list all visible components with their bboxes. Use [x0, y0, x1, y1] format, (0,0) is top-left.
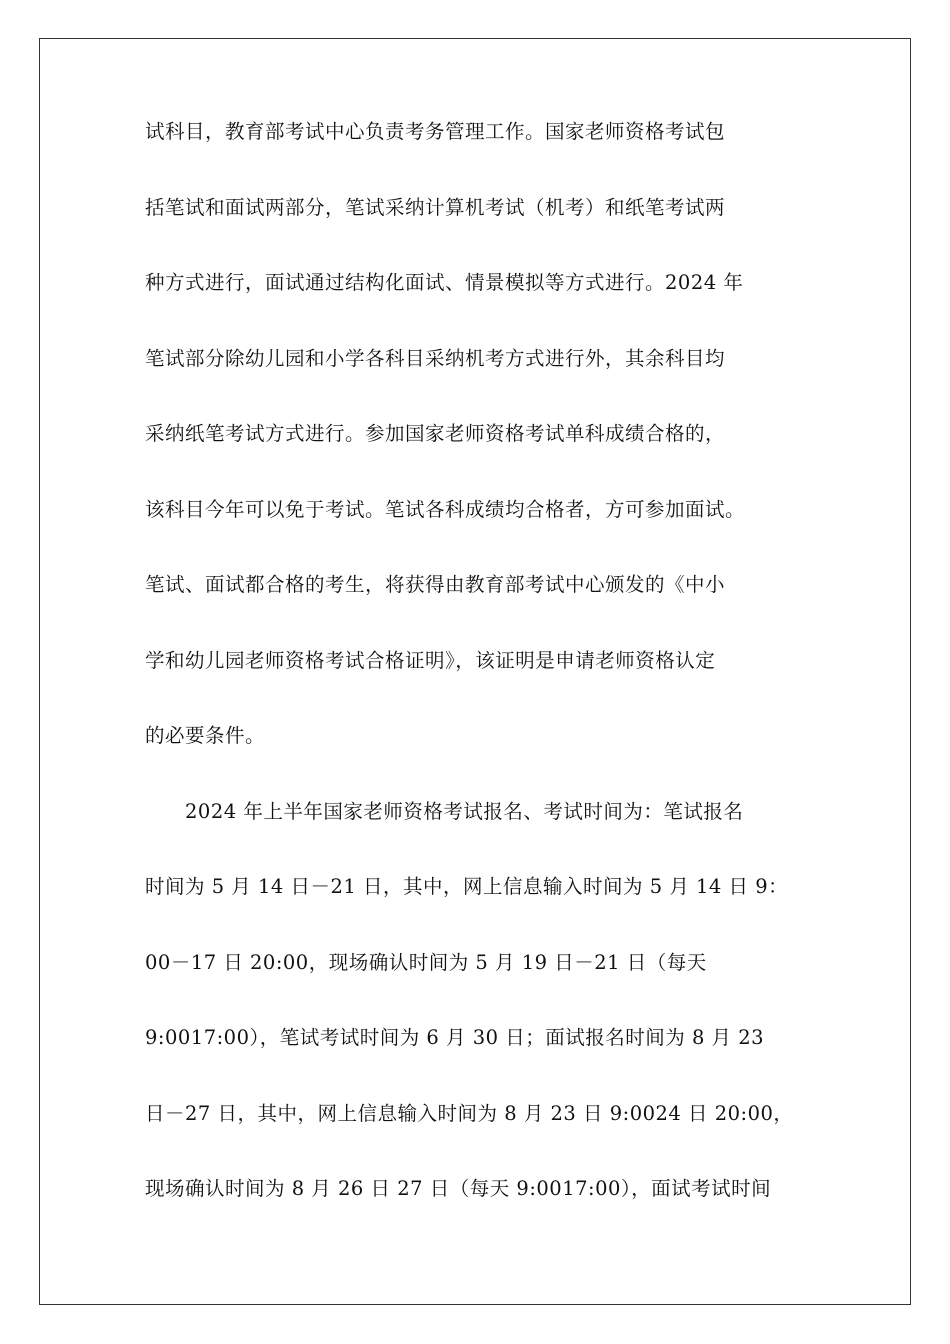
text-line: 日－27 日，其中，网上信息输入时间为 8 月 23 日 9:0024 日 20:00，	[145, 1101, 794, 1125]
text-line: 种方式进行，面试通过结构化面试、情景模拟等方式进行。2024 年	[145, 271, 744, 294]
text-line: 时间为 5 月 14 日－21 日，其中，网上信息输入时间为 5 月 14 日 9：	[145, 875, 789, 898]
text-line: 试科目，教育部考试中心负责考务管理工作。国家老师资格考试包	[145, 120, 726, 143]
paragraph-exam-overview	[145, 113, 810, 793]
text-line: 采纳纸笔考试方式进行。参加国家老师资格考试单科成绩合格的，	[145, 422, 726, 445]
text-line: 现场确认时间为 8 月 26 日 27 日（每天 9:0017:00），面试考试时间	[145, 1177, 772, 1200]
text-line: 括笔试和面试两部分，笔试采纳计算机考试（机考）和纸笔考试两	[145, 195, 726, 219]
text-line: 学和幼儿园老师资格考试合格证明》，该证明是申请老师资格认定	[145, 648, 716, 672]
text-line: 9:0017:00），笔试考试时间为 6 月 30 日；面试报名时间为 8 月 23	[145, 1026, 765, 1049]
text-line: 该科目今年可以免于考试。笔试各科成绩均合格者，方可参加面试。	[145, 497, 746, 521]
document-body	[145, 113, 810, 1246]
paragraph-exam-schedule	[145, 793, 810, 1246]
text-line: 00－17 日 20:00，现场确认时间为 5 月 19 日－21 日（每天	[145, 950, 707, 974]
text-line: 2024 年上半年国家老师资格考试报名、考试时间为：笔试报名	[185, 799, 744, 823]
text-line: 笔试、面试都合格的考生，将获得由教育部考试中心颁发的《中小	[145, 573, 726, 596]
text-line: 笔试部分除幼儿园和小学各科目采纳机考方式进行外，其余科目均	[145, 346, 726, 370]
text-line: 的必要条件。	[145, 724, 266, 747]
